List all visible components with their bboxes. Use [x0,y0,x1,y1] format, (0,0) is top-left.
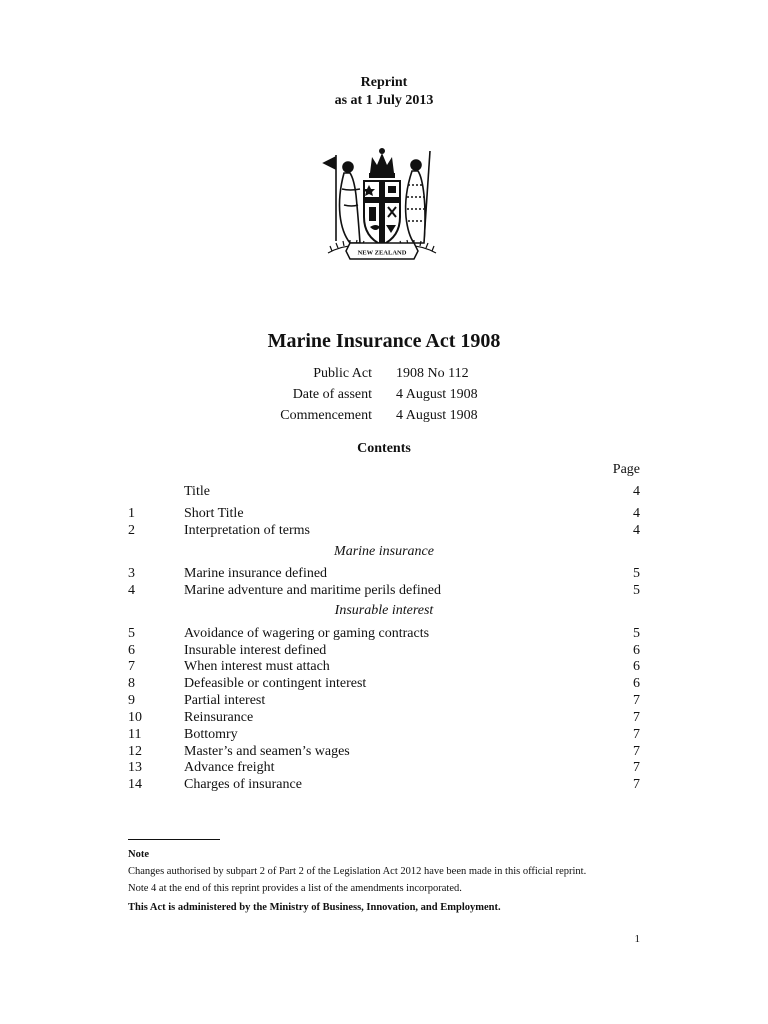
toc-number: 7 [128,659,135,674]
toc-entry[interactable] [0,727,768,744]
toc-number: 13 [128,760,142,775]
toc-entry[interactable] [0,744,768,761]
page-number: 1 [634,933,640,945]
meta-row-date-of-assent [0,387,768,409]
toc-entry[interactable] [0,566,768,583]
act-title: Marine Insurance Act 1908 [267,330,501,352]
toc-page: 4 [633,523,640,538]
toc-label: Advance freight [184,760,275,775]
note-heading: Note [128,849,149,860]
toc-number: 1 [128,506,135,521]
meta-row-public-act [0,366,768,388]
toc-entry[interactable] [0,643,768,660]
toc-label: Charges of insurance [184,777,302,792]
meta-value: 1908 No 112 [396,366,469,381]
toc-entry[interactable] [0,760,768,777]
toc-label: Short Title [184,506,244,521]
toc-label: Bottomry [184,727,238,742]
toc-entry[interactable] [0,659,768,676]
contents-heading: Contents [357,441,411,456]
toc-number: 8 [128,676,135,691]
toc-page: 5 [633,626,640,641]
note-line-1: Changes authorised by subpart 2 of Part 2 of the Legislation Act 2012 have been made in this official reprint. [128,866,587,877]
toc-page: 4 [633,506,640,521]
toc-entry[interactable] [0,693,768,710]
meta-label: Date of assent [292,387,372,402]
toc-label: Interpretation of terms [184,523,310,538]
toc-entry[interactable] [0,676,768,693]
toc-number: 12 [128,744,142,759]
toc-entry[interactable] [0,523,768,540]
toc-label: Insurable interest defined [184,643,327,658]
toc-label: Reinsurance [184,710,254,725]
toc-entry[interactable] [0,710,768,727]
nz-coat-of-arms-icon [320,145,444,265]
meta-label: Commencement [280,408,372,423]
toc-label: When interest must attach [184,659,330,674]
toc-number: 11 [128,727,142,742]
toc-number: 5 [128,626,135,641]
toc-page: 6 [633,676,640,691]
toc-number: 3 [128,566,135,581]
toc-entry[interactable] [0,777,768,794]
toc-entry-title[interactable] [0,484,768,501]
meta-value: 4 August 1908 [396,408,478,423]
toc-number: 6 [128,643,135,658]
meta-row-commencement [0,408,768,430]
toc-label: Marine insurance defined [184,566,328,581]
page-column-label: Page [612,462,640,477]
toc-page: 7 [633,744,640,759]
toc-label: Title [184,484,210,499]
toc-label: Defeasible or contingent interest [184,676,367,691]
toc-label: Partial interest [184,693,266,708]
toc-section-heading-insurable-interest: Insurable interest [334,603,434,618]
toc-number: 4 [128,583,135,598]
toc-entry[interactable] [0,506,768,523]
toc-page: 7 [633,760,640,775]
toc-page: 4 [633,484,640,499]
toc-page: 7 [633,693,640,708]
toc-label: Avoidance of wagering or gaming contracts [184,626,430,641]
note-line-2: Note 4 at the end of this reprint provides a list of the amendments incorporated. [128,883,462,894]
toc-page: 7 [633,727,640,742]
toc-label: Marine adventure and maritime perils defined [184,583,441,598]
meta-value: 4 August 1908 [396,387,478,402]
toc-page: 6 [633,643,640,658]
toc-page: 5 [633,566,640,581]
toc-page: 6 [633,659,640,674]
reprint-label: Reprint [360,75,408,90]
toc-label: Master’s and seamen’s wages [184,744,350,759]
crest-banner-text: NEW ZEALAND [357,249,407,257]
meta-label: Public Act [313,366,372,381]
reprint-date: as at 1 July 2013 [334,93,434,108]
toc-section-heading-marine-insurance: Marine insurance [334,544,434,559]
toc-page: 5 [633,583,640,598]
footnote-divider [128,839,220,840]
toc-page-header [0,462,768,479]
toc-entry[interactable] [0,626,768,643]
toc-page: 7 [633,777,640,792]
toc-page: 7 [633,710,640,725]
note-line-administering-ministry: This Act is administered by the Ministry of Business, Innovation, and Employment. [128,902,501,913]
toc-number: 10 [128,710,142,725]
toc-number: 14 [128,777,142,792]
toc-number: 2 [128,523,135,538]
toc-entry[interactable] [0,583,768,600]
toc-number: 9 [128,693,135,708]
